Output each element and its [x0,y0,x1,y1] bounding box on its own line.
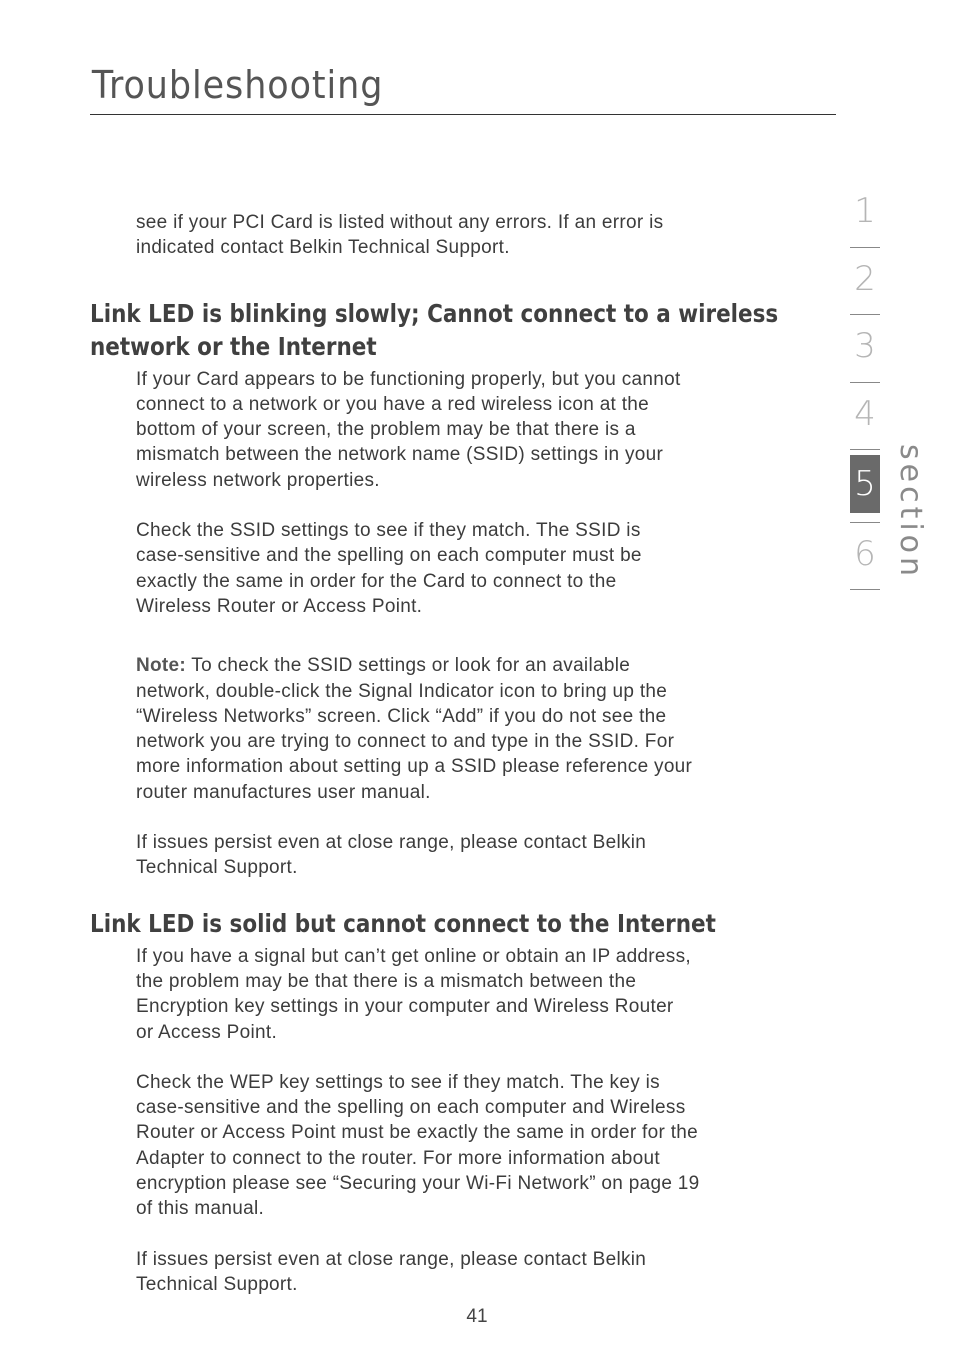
header-divider [90,114,836,115]
section-nav-item-5-active: 5 [850,455,880,523]
intro-paragraph: see if your PCI Card is listed without any errors. If an error is indicated contact Belkin Technical Support. [136,212,664,259]
paragraph: If your Card appears to be functioning properly, but you cannot connect to a network or you have a red wireless icon at the bottom of your screen, the problem may be that there is a mismatch between the network name (SSID) settings in your wireless network properties. [136,368,681,491]
note-text: To check the SSID settings or look for an available network, double-click the Signal Indicator icon to bring up the “Wireless Networks” screen. Click “Add” if you do not see the network you are trying to connect to and type in the SSID. For more information about setting up a SSID please reference your router manufactures user manual. [136,655,693,803]
main-content [90,210,800,1297]
section-nav-item-3: 3 [850,315,880,383]
paragraph: If issues persist even at close range, please contact Belkin Technical Support. [136,832,647,879]
page-number: 41 [466,1306,488,1327]
section-nav-item-4: 4 [850,383,880,451]
section-heading-solid: Link LED is solid but cannot connect to the Internet [90,908,716,938]
paragraph: Check the SSID settings to see if they match. The SSID is case-sensitive and the spelling on each computer must be exactly the same in order for the Card to connect to the Wireless Router or Access Point. [136,520,642,617]
paragraph: If you have a signal but can’t get online or obtain an IP address, the problem may be that there is a mismatch between the Encryption key settings in your computer and Wireless Router or Access Point. [136,945,691,1043]
section-heading-blinking: Link LED is blinking slowly; Cannot connect to a wireless network or the Internet [90,298,779,361]
section-label: section [893,444,928,581]
section-nav-item-1: 1 [850,180,880,248]
section-nav-item-6: 6 [850,523,880,591]
section-nav-item-2: 2 [850,248,880,316]
section-nav [850,180,880,590]
note-label: Note: [136,655,187,677]
paragraph: Check the WEP key settings to see if they match. The key is case-sensitive and the spelling on each computer and Wireless Router or Access Point must be exactly the same in order for the Adapter to connect to the router. For more information about encryption please see “Securing your Wi-Fi Network” on page 19 of this manual. [136,1071,700,1220]
note-paragraph [136,653,800,805]
page-title: Troubleshooting [91,63,384,107]
paragraph: If issues persist even at close range, please contact Belkin Technical Support. [136,1248,647,1295]
page-header [90,62,836,115]
